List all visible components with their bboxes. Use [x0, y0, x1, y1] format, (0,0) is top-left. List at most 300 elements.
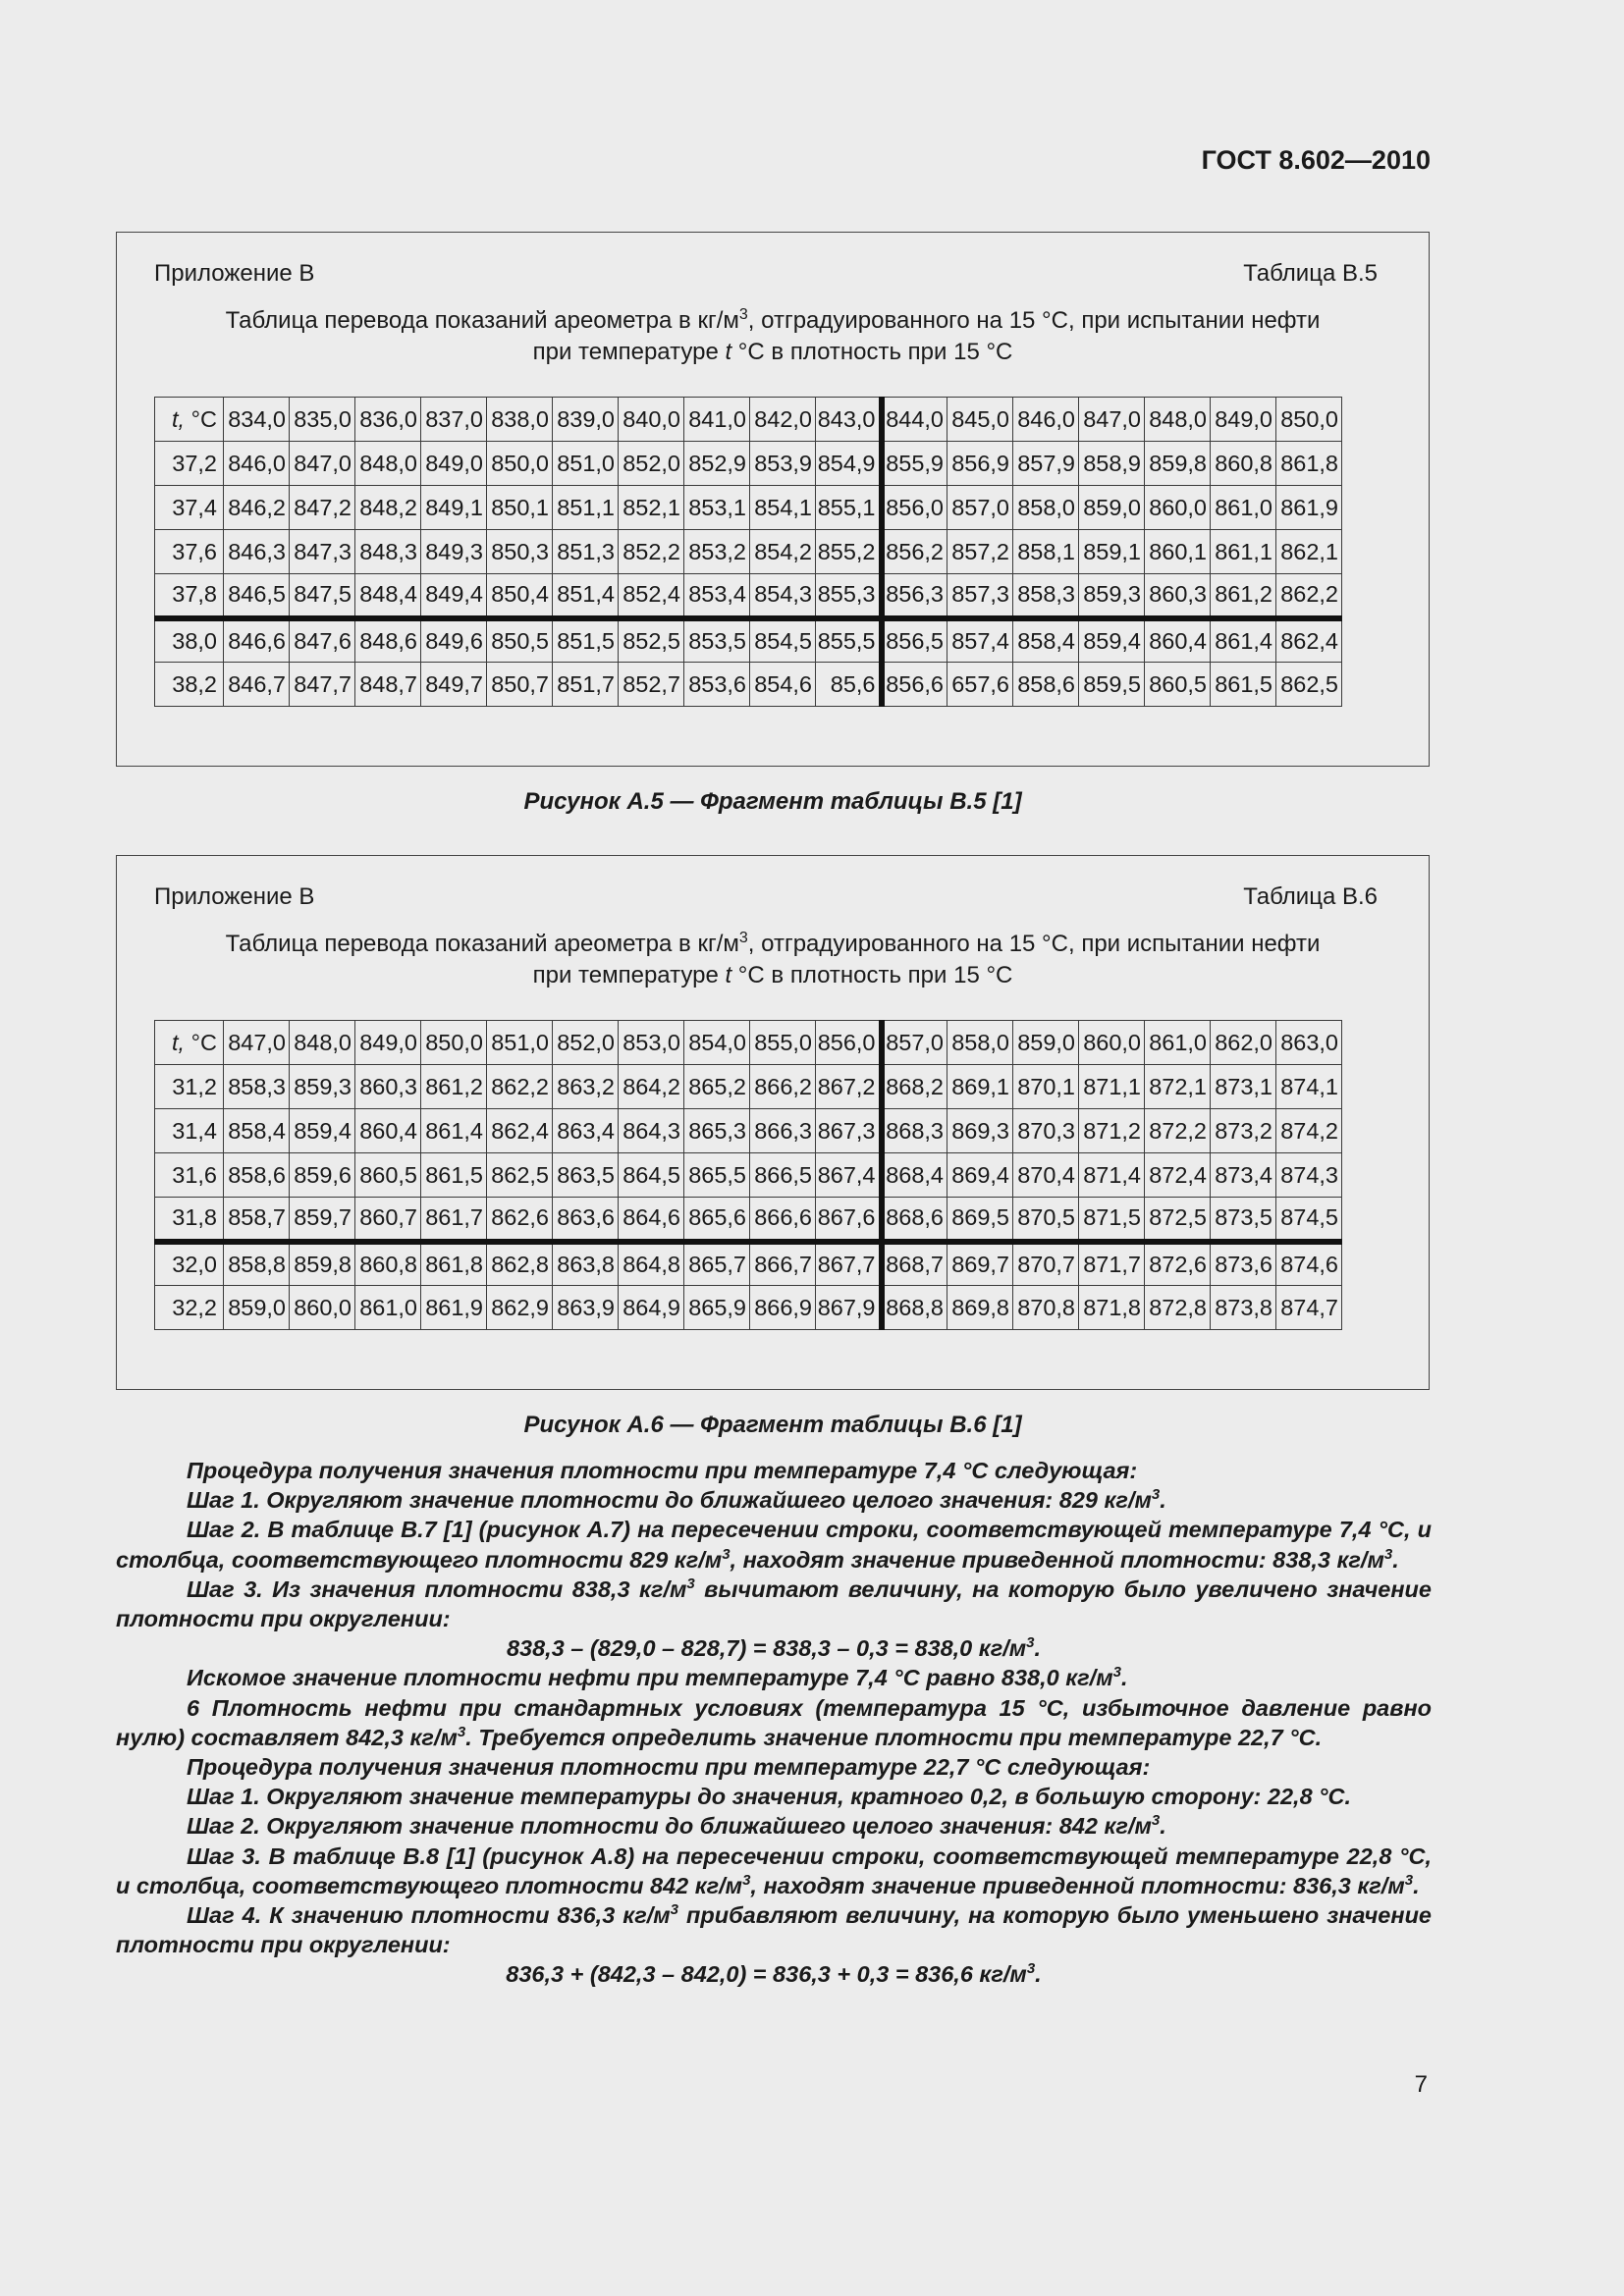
density-cell: 854,1 — [750, 486, 816, 530]
table-label: Таблица В.6 — [1243, 883, 1378, 910]
table-row — [155, 1109, 1342, 1153]
density-cell: 857,2 — [947, 530, 1013, 574]
density-cell: 866,7 — [750, 1242, 816, 1286]
density-cell: 847,3 — [290, 530, 355, 574]
density-cell: 859,1 — [1079, 530, 1145, 574]
density-cell: 872,1 — [1145, 1065, 1211, 1109]
density-table — [154, 397, 1342, 707]
paragraph — [116, 1633, 1432, 1663]
density-cell: 858,4 — [224, 1109, 290, 1153]
density-cell: 859,8 — [1145, 442, 1211, 486]
density-cell: 85,6 — [816, 663, 882, 707]
table-row — [155, 1065, 1342, 1109]
density-cell: 849,7 — [421, 663, 487, 707]
density-cell: 860,4 — [355, 1109, 421, 1153]
density-column-header: 834,0 — [224, 398, 290, 442]
density-cell: 848,4 — [355, 574, 421, 618]
density-cell: 870,3 — [1013, 1109, 1079, 1153]
density-cell: 856,9 — [947, 442, 1013, 486]
density-cell: 854,9 — [816, 442, 882, 486]
density-cell: 873,5 — [1211, 1198, 1276, 1242]
density-cell: 868,3 — [882, 1109, 947, 1153]
density-cell: 872,6 — [1145, 1242, 1211, 1286]
density-cell: 860,8 — [355, 1242, 421, 1286]
text-run: вычитают величину, на которую было увеличено значение плотности при округлении: — [116, 1575, 1432, 1632]
density-cell: 846,0 — [224, 442, 290, 486]
density-cell: 868,6 — [882, 1198, 947, 1242]
density-column-header: 856,0 — [816, 1021, 882, 1065]
density-cell: 873,6 — [1211, 1242, 1276, 1286]
density-cell: 849,4 — [421, 574, 487, 618]
density-cell: 846,6 — [224, 618, 290, 663]
density-cell: 859,7 — [290, 1198, 355, 1242]
temperature-cell: 37,2 — [155, 442, 224, 486]
text-run: Процедура получения значения плотности при температуре 22,7 °С следующая: — [187, 1754, 1151, 1781]
table-row — [155, 574, 1342, 618]
density-cell: 862,2 — [487, 1065, 553, 1109]
density-cell: 874,5 — [1276, 1198, 1342, 1242]
density-cell: 847,7 — [290, 663, 355, 707]
density-cell: 860,5 — [1145, 663, 1211, 707]
density-cell: 862,1 — [1276, 530, 1342, 574]
density-column-header: 848,0 — [290, 1021, 355, 1065]
density-cell: 871,4 — [1079, 1153, 1145, 1198]
density-cell: 858,9 — [1079, 442, 1145, 486]
table-row — [155, 1198, 1342, 1242]
text-run: . — [1120, 1665, 1128, 1691]
temperature-header-cell: t, °С — [155, 398, 224, 442]
density-cell: 855,5 — [816, 618, 882, 663]
temperature-cell: 37,4 — [155, 486, 224, 530]
density-column-header: 850,0 — [1276, 398, 1342, 442]
density-cell: 852,7 — [619, 663, 684, 707]
text-run: . — [1392, 1546, 1399, 1573]
density-cell: 866,6 — [750, 1198, 816, 1242]
density-cell: 870,8 — [1013, 1286, 1079, 1330]
density-cell: 869,4 — [947, 1153, 1013, 1198]
density-cell: 865,2 — [684, 1065, 750, 1109]
density-cell: 852,0 — [619, 442, 684, 486]
density-cell: 857,9 — [1013, 442, 1079, 486]
density-cell: 863,2 — [553, 1065, 619, 1109]
temperature-cell: 38,2 — [155, 663, 224, 707]
density-cell: 851,5 — [553, 618, 619, 663]
density-cell: 866,3 — [750, 1109, 816, 1153]
density-cell: 865,9 — [684, 1286, 750, 1330]
density-cell: 868,4 — [882, 1153, 947, 1198]
temperature-cell: 31,8 — [155, 1198, 224, 1242]
density-column-header: 837,0 — [421, 398, 487, 442]
density-cell: 856,0 — [882, 486, 947, 530]
density-cell: 869,3 — [947, 1109, 1013, 1153]
density-cell: 872,5 — [1145, 1198, 1211, 1242]
density-cell: 861,2 — [1211, 574, 1276, 618]
density-column-header: 855,0 — [750, 1021, 816, 1065]
density-cell: 860,1 — [1145, 530, 1211, 574]
density-cell: 849,1 — [421, 486, 487, 530]
temperature-cell: 32,0 — [155, 1242, 224, 1286]
density-cell: 849,6 — [421, 618, 487, 663]
text-run: 838,3 – (829,0 – 828,7) = 838,3 – 0,3 = 838,0 кг/м — [506, 1635, 1027, 1662]
paragraph — [116, 1752, 1432, 1782]
density-column-header: 859,0 — [1013, 1021, 1079, 1065]
density-cell: 851,1 — [553, 486, 619, 530]
density-cell: 847,2 — [290, 486, 355, 530]
density-cell: 858,7 — [224, 1198, 290, 1242]
density-cell: 866,2 — [750, 1065, 816, 1109]
density-cell: 859,0 — [224, 1286, 290, 1330]
density-column-header: 857,0 — [882, 1021, 947, 1065]
density-cell: 861,7 — [421, 1198, 487, 1242]
superscript: 3 — [1151, 1486, 1161, 1504]
density-cell: 848,0 — [355, 442, 421, 486]
density-cell: 868,2 — [882, 1065, 947, 1109]
density-cell: 847,5 — [290, 574, 355, 618]
figure-frame-2 — [116, 855, 1430, 1390]
table-row — [155, 442, 1342, 486]
density-cell: 864,9 — [619, 1286, 684, 1330]
density-cell: 865,7 — [684, 1242, 750, 1286]
superscript: 3 — [1404, 1872, 1414, 1890]
text-run: , находят значение приведенной плотности: 838,3 кг/м — [730, 1546, 1384, 1573]
density-cell: 858,8 — [224, 1242, 290, 1286]
density-cell: 863,5 — [553, 1153, 619, 1198]
density-cell: 861,9 — [1276, 486, 1342, 530]
density-cell: 870,4 — [1013, 1153, 1079, 1198]
density-table — [154, 1020, 1342, 1330]
density-column-header: 846,0 — [1013, 398, 1079, 442]
table-row — [155, 1242, 1342, 1286]
density-cell: 867,6 — [816, 1198, 882, 1242]
density-cell: 847,6 — [290, 618, 355, 663]
density-cell: 871,1 — [1079, 1065, 1145, 1109]
density-cell: 848,2 — [355, 486, 421, 530]
temperature-header-cell: t, °С — [155, 1021, 224, 1065]
density-cell: 858,3 — [1013, 574, 1079, 618]
density-cell: 870,5 — [1013, 1198, 1079, 1242]
text-run: 6 Плотность нефти при стандартных условиях (температура 15 °С, избыточное давление равно нулю) составляет 842,3 кг/м — [116, 1694, 1432, 1750]
density-cell: 862,4 — [1276, 618, 1342, 663]
table-label: Таблица В.5 — [1243, 260, 1378, 287]
density-cell: 861,4 — [421, 1109, 487, 1153]
density-cell: 862,4 — [487, 1109, 553, 1153]
density-cell: 863,9 — [553, 1286, 619, 1330]
density-cell: 851,3 — [553, 530, 619, 574]
density-column-header: 842,0 — [750, 398, 816, 442]
density-column-header: 858,0 — [947, 1021, 1013, 1065]
temperature-cell: 31,6 — [155, 1153, 224, 1198]
density-cell: 860,7 — [355, 1198, 421, 1242]
density-cell: 863,4 — [553, 1109, 619, 1153]
density-cell: 871,7 — [1079, 1242, 1145, 1286]
density-cell: 859,0 — [1079, 486, 1145, 530]
density-cell: 851,7 — [553, 663, 619, 707]
density-cell: 874,2 — [1276, 1109, 1342, 1153]
density-cell: 867,2 — [816, 1065, 882, 1109]
superscript: 3 — [457, 1724, 466, 1740]
density-column-header: 847,0 — [224, 1021, 290, 1065]
paragraph — [116, 1485, 1432, 1515]
density-cell: 873,1 — [1211, 1065, 1276, 1109]
density-cell: 852,1 — [619, 486, 684, 530]
density-cell: 860,3 — [1145, 574, 1211, 618]
density-column-header: 851,0 — [487, 1021, 553, 1065]
density-cell: 852,4 — [619, 574, 684, 618]
density-cell: 851,4 — [553, 574, 619, 618]
density-column-header: 852,0 — [553, 1021, 619, 1065]
density-cell: 848,6 — [355, 618, 421, 663]
paragraph — [116, 1811, 1432, 1841]
density-cell: 859,5 — [1079, 663, 1145, 707]
density-column-header: 844,0 — [882, 398, 947, 442]
superscript: 3 — [1026, 1960, 1036, 1978]
temperature-cell: 31,2 — [155, 1065, 224, 1109]
density-cell: 864,5 — [619, 1153, 684, 1198]
density-cell: 859,3 — [1079, 574, 1145, 618]
density-cell: 872,4 — [1145, 1153, 1211, 1198]
density-cell: 861,1 — [1211, 530, 1276, 574]
density-column-header: 835,0 — [290, 398, 355, 442]
density-cell: 859,6 — [290, 1153, 355, 1198]
density-cell: 847,0 — [290, 442, 355, 486]
density-column-header: 848,0 — [1145, 398, 1211, 442]
density-cell: 860,8 — [1211, 442, 1276, 486]
text-run: . — [1034, 1635, 1042, 1662]
superscript: 3 — [722, 1545, 731, 1563]
paragraph — [116, 1693, 1432, 1752]
density-cell: 855,1 — [816, 486, 882, 530]
density-cell: 860,4 — [1145, 618, 1211, 663]
appendix-label: Приложение В — [154, 260, 315, 287]
density-cell: 853,2 — [684, 530, 750, 574]
density-column-header: 862,0 — [1211, 1021, 1276, 1065]
density-cell: 856,5 — [882, 618, 947, 663]
temperature-cell: 38,0 — [155, 618, 224, 663]
density-cell: 850,4 — [487, 574, 553, 618]
text-run: . — [1160, 1813, 1166, 1840]
density-cell: 856,6 — [882, 663, 947, 707]
density-cell: 865,3 — [684, 1109, 750, 1153]
density-cell: 871,2 — [1079, 1109, 1145, 1153]
superscript: 3 — [1383, 1545, 1393, 1563]
density-cell: 873,8 — [1211, 1286, 1276, 1330]
text-run: . — [1160, 1487, 1166, 1514]
density-cell: 858,4 — [1013, 618, 1079, 663]
density-cell: 869,7 — [947, 1242, 1013, 1286]
density-cell: 858,1 — [1013, 530, 1079, 574]
density-cell: 870,1 — [1013, 1065, 1079, 1109]
density-cell: 874,1 — [1276, 1065, 1342, 1109]
density-cell: 861,8 — [421, 1242, 487, 1286]
density-cell: 850,0 — [487, 442, 553, 486]
text-run: Процедура получения значения плотности при температуре 7,4 °С следующая: — [187, 1458, 1138, 1483]
density-cell: 868,7 — [882, 1242, 947, 1286]
density-cell: 871,5 — [1079, 1198, 1145, 1242]
temperature-cell: 37,8 — [155, 574, 224, 618]
density-cell: 851,0 — [553, 442, 619, 486]
density-cell: 855,9 — [882, 442, 947, 486]
density-column-header: 839,0 — [553, 398, 619, 442]
density-column-header: 847,0 — [1079, 398, 1145, 442]
density-cell: 862,8 — [487, 1242, 553, 1286]
density-cell: 863,8 — [553, 1242, 619, 1286]
density-cell: 869,5 — [947, 1198, 1013, 1242]
table-row — [155, 1153, 1342, 1198]
density-cell: 861,2 — [421, 1065, 487, 1109]
text-run: прибавляют величину, на которую было уменьшено значение плотности при округлении: — [116, 1902, 1432, 1958]
density-cell: 850,3 — [487, 530, 553, 574]
superscript: 3 — [1112, 1664, 1121, 1682]
body-text — [116, 1456, 1432, 1990]
text-run: Шаг 4. К значению плотности 836,3 кг/м — [187, 1902, 671, 1929]
density-cell: 862,6 — [487, 1198, 553, 1242]
figure-caption-2: Рисунок А.6 — Фрагмент таблицы В.6 [1] — [523, 1412, 1022, 1438]
density-column-header: 838,0 — [487, 398, 553, 442]
density-cell: 853,9 — [750, 442, 816, 486]
density-cell: 864,8 — [619, 1242, 684, 1286]
density-cell: 873,2 — [1211, 1109, 1276, 1153]
density-column-header: 841,0 — [684, 398, 750, 442]
text-run: . Требуется определить значение плотности при температуре 22,7 °С. — [465, 1724, 1323, 1750]
text-run: . — [1413, 1872, 1420, 1898]
page-number: 7 — [1414, 2071, 1428, 2098]
density-cell: 866,5 — [750, 1153, 816, 1198]
figure-frame-1 — [116, 232, 1430, 767]
density-cell: 859,3 — [290, 1065, 355, 1109]
density-cell: 867,3 — [816, 1109, 882, 1153]
density-cell: 853,4 — [684, 574, 750, 618]
paragraph — [116, 1575, 1432, 1633]
density-cell: 860,0 — [1145, 486, 1211, 530]
superscript: 3 — [742, 1872, 751, 1890]
density-column-header: 836,0 — [355, 398, 421, 442]
density-cell: 862,5 — [487, 1153, 553, 1198]
density-cell: 867,9 — [816, 1286, 882, 1330]
superscript: 3 — [1026, 1634, 1035, 1652]
density-cell: 657,6 — [947, 663, 1013, 707]
density-cell: 852,2 — [619, 530, 684, 574]
density-cell: 855,2 — [816, 530, 882, 574]
density-column-header: 860,0 — [1079, 1021, 1145, 1065]
text-run: . — [1035, 1961, 1042, 1988]
density-cell: 857,0 — [947, 486, 1013, 530]
density-cell: 869,1 — [947, 1065, 1013, 1109]
table-row — [155, 663, 1342, 707]
density-cell: 863,6 — [553, 1198, 619, 1242]
density-cell: 853,5 — [684, 618, 750, 663]
density-cell: 860,3 — [355, 1065, 421, 1109]
density-cell: 872,8 — [1145, 1286, 1211, 1330]
density-cell: 850,5 — [487, 618, 553, 663]
density-cell: 846,3 — [224, 530, 290, 574]
text-run: Шаг 1. Округляют значение плотности до ближайшего целого значения: 829 кг/м — [187, 1487, 1152, 1514]
paragraph — [116, 1842, 1432, 1900]
density-cell: 865,5 — [684, 1153, 750, 1198]
density-cell: 864,3 — [619, 1109, 684, 1153]
density-cell: 846,2 — [224, 486, 290, 530]
paragraph — [116, 1959, 1432, 1989]
density-column-header: 850,0 — [421, 1021, 487, 1065]
density-cell: 846,7 — [224, 663, 290, 707]
density-column-header: 845,0 — [947, 398, 1013, 442]
density-cell: 858,6 — [224, 1153, 290, 1198]
density-cell: 874,3 — [1276, 1153, 1342, 1198]
density-cell: 854,6 — [750, 663, 816, 707]
superscript: 3 — [686, 1575, 695, 1592]
text-run: Шаг 3. Из значения плотности 838,3 кг/м — [187, 1575, 687, 1602]
paragraph — [116, 1515, 1432, 1574]
density-cell: 862,9 — [487, 1286, 553, 1330]
density-cell: 859,8 — [290, 1242, 355, 1286]
density-cell: 861,5 — [421, 1153, 487, 1198]
density-cell: 872,2 — [1145, 1109, 1211, 1153]
table-row — [155, 486, 1342, 530]
density-cell: 869,8 — [947, 1286, 1013, 1330]
density-cell: 846,5 — [224, 574, 290, 618]
density-column-header: 863,0 — [1276, 1021, 1342, 1065]
density-cell: 873,4 — [1211, 1153, 1276, 1198]
density-cell: 859,4 — [290, 1109, 355, 1153]
density-column-header: 843,0 — [816, 398, 882, 442]
density-cell: 857,4 — [947, 618, 1013, 663]
density-cell: 862,2 — [1276, 574, 1342, 618]
density-cell: 861,0 — [355, 1286, 421, 1330]
density-cell: 871,8 — [1079, 1286, 1145, 1330]
text-run: 836,3 + (842,3 – 842,0) = 836,3 + 0,3 = 836,6 кг/м — [506, 1961, 1027, 1988]
density-cell: 856,3 — [882, 574, 947, 618]
density-cell: 861,5 — [1211, 663, 1276, 707]
table-row — [155, 1286, 1342, 1330]
density-cell: 866,9 — [750, 1286, 816, 1330]
density-column-header: 861,0 — [1145, 1021, 1211, 1065]
density-cell: 864,2 — [619, 1065, 684, 1109]
paragraph — [116, 1900, 1432, 1959]
temperature-cell: 32,2 — [155, 1286, 224, 1330]
density-column-header: 849,0 — [355, 1021, 421, 1065]
text-run: Шаг 3. В таблице В.8 [1] (рисунок А.8) на пересечении строки, соответствующей температуре 22,8 °С, и столбца, соответствующего плотности 842 кг/м — [116, 1842, 1432, 1898]
density-cell: 857,3 — [947, 574, 1013, 618]
density-cell: 852,9 — [684, 442, 750, 486]
density-cell: 854,3 — [750, 574, 816, 618]
table-title: Таблица перевода показаний ареометра в $кг/м^3$, отградуированного на 15 °С, при испытании нефти при температуре t °С в плотность при 15 °С — [225, 306, 1321, 365]
density-cell: 858,6 — [1013, 663, 1079, 707]
density-cell: 852,5 — [619, 618, 684, 663]
text-run: Шаг 2. В таблице В.7 [1] (рисунок А.7) на пересечении строки, соответствующей температуре 7,4 °С, и столбца, соответствующего плотности 829 кг/м — [116, 1517, 1432, 1573]
density-column-header: 849,0 — [1211, 398, 1276, 442]
paragraph — [116, 1663, 1432, 1692]
text-run: Искомое значение плотности нефти при температуре 7,4 °С равно 838,0 кг/м — [187, 1665, 1113, 1691]
text-run: Шаг 2. Округляют значение плотности до ближайшего целого значения: 842 кг/м — [187, 1813, 1152, 1840]
density-cell: 867,4 — [816, 1153, 882, 1198]
density-cell: 874,6 — [1276, 1242, 1342, 1286]
density-column-header: 840,0 — [619, 398, 684, 442]
density-cell: 870,7 — [1013, 1242, 1079, 1286]
density-cell: 858,0 — [1013, 486, 1079, 530]
table-header-row — [155, 1021, 1342, 1065]
document-header: ГОСТ 8.602—2010 — [1201, 145, 1431, 175]
density-cell: 853,6 — [684, 663, 750, 707]
paragraph — [116, 1456, 1432, 1485]
table-row — [155, 530, 1342, 574]
density-cell: 861,4 — [1211, 618, 1276, 663]
temperature-cell: 37,6 — [155, 530, 224, 574]
density-column-header: 853,0 — [619, 1021, 684, 1065]
density-cell: 855,3 — [816, 574, 882, 618]
density-column-header: 854,0 — [684, 1021, 750, 1065]
text-run: , находят значение приведенной плотности: 836,3 кг/м — [750, 1872, 1405, 1898]
density-cell: 854,5 — [750, 618, 816, 663]
temperature-cell: 31,4 — [155, 1109, 224, 1153]
